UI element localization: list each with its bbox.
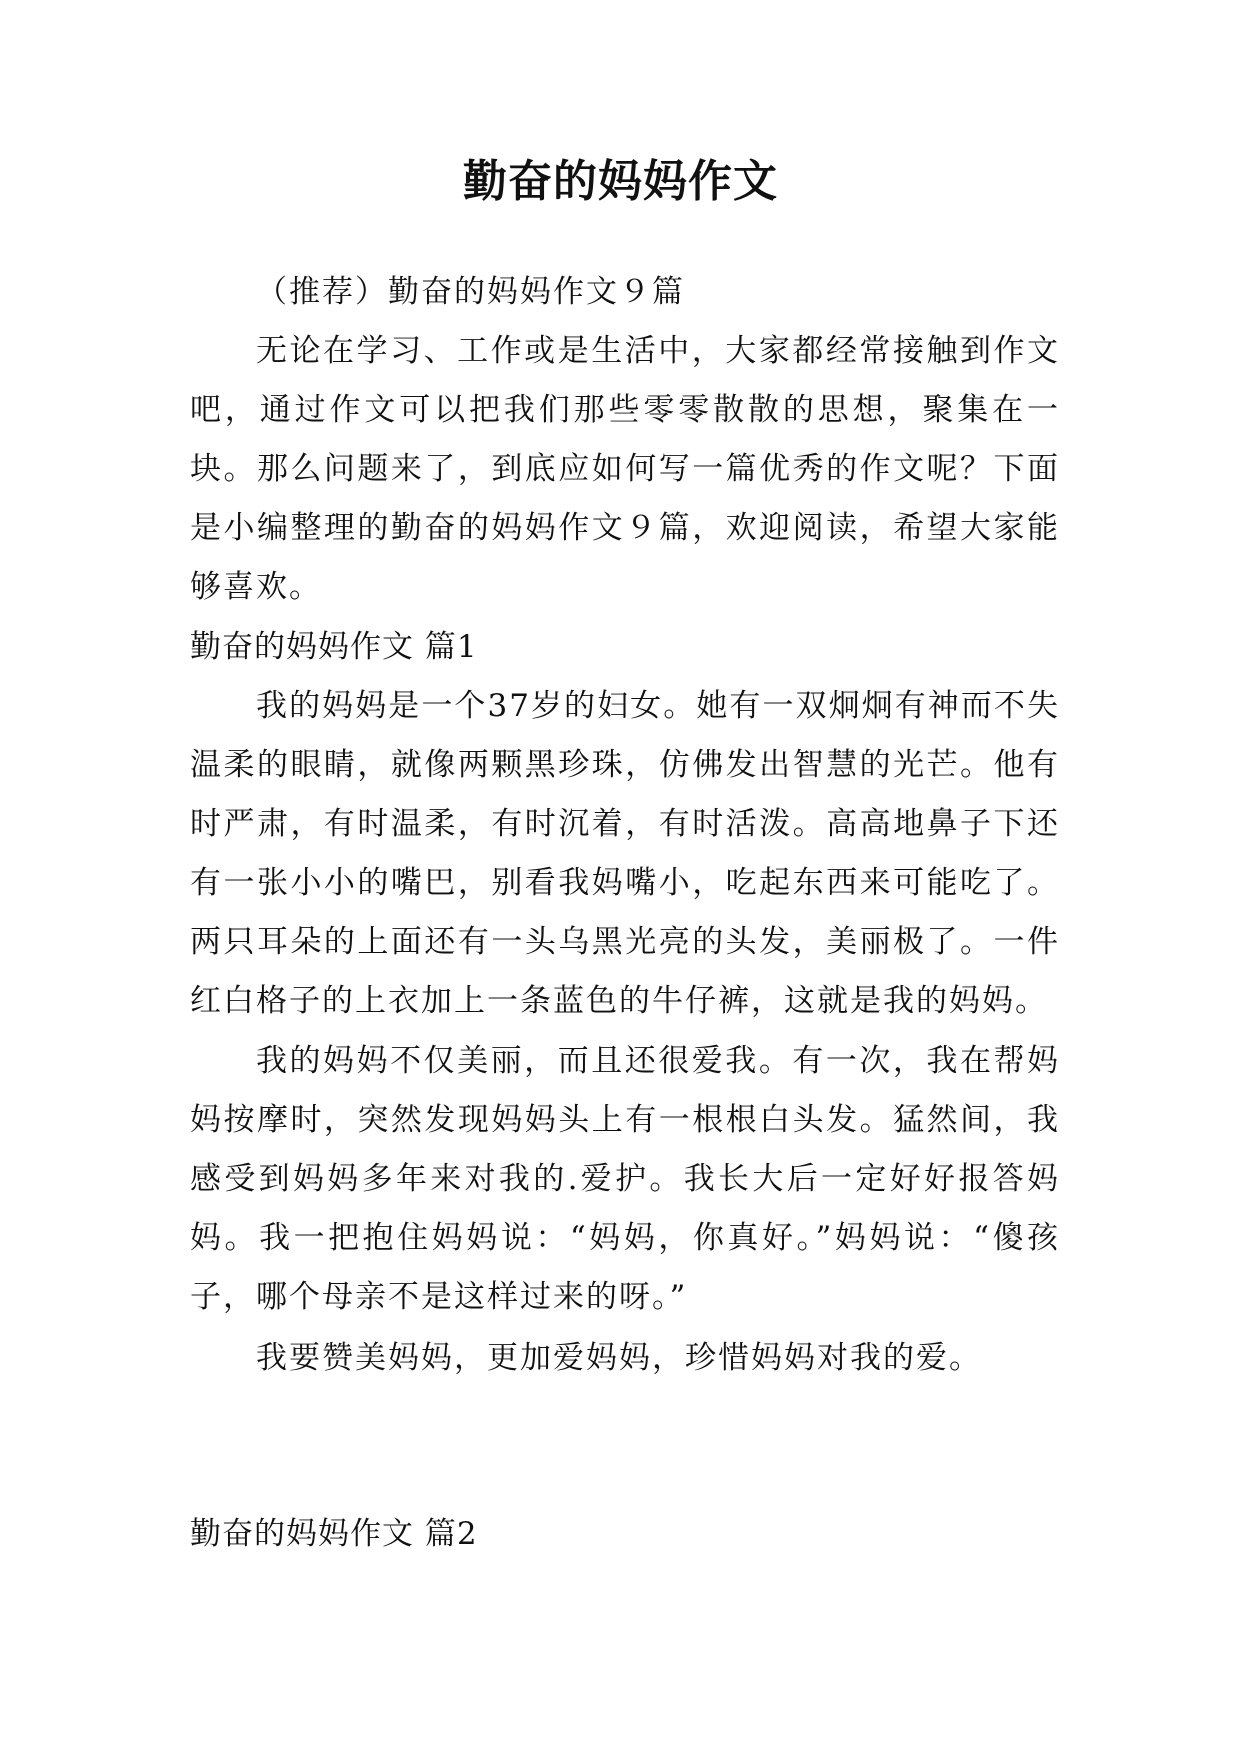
section-heading-2: 勤奋的妈妈作文 篇2 [190,1516,478,1552]
document-subtitle: （推荐）勤奋的妈妈作文９篇 [256,274,685,310]
section-1-paragraph-3: 我要赞美妈妈，更加爱妈妈，珍惜妈妈对我的爱。 [256,1340,982,1376]
document-title: 勤奋的妈妈作文 [463,156,778,207]
section-1-paragraph-1: 我的妈妈是一个37岁的妇女。她有一双炯炯有神而不失温柔的眼睛，就像两颗黑珍珠，仿佛发出智慧的光芒。他有时严肃，有时温柔，有时沉着，有时活泼。高高地鼻子下还有一张小小的嘴巴，别看我妈嘴小，吃起东西来可能吃了。两只耳朵的上面还有一头乌黑光亮的头发，美丽极了。一件红白格子的上衣加上一条蓝色的牛仔裤，这就是我的妈妈。 [190,688,1060,1019]
intro-paragraph: 无论在学习、工作或是生活中，大家都经常接触到作文吧，通过作文可以把我们那些零零散散的思想，聚集在一块。那么问题来了，到底应如何写一篇优秀的作文呢？下面是小编整理的勤奋的妈妈作文９篇，欢迎阅读，希望大家能够喜欢。 [190,333,1060,605]
section-heading-1: 勤奋的妈妈作文 篇1 [190,629,478,665]
section-1-paragraph-2: 我的妈妈不仅美丽，而且还很爱我。有一次，我在帮妈妈按摩时，突然发现妈妈头上有一根根白头发。猛然间，我感受到妈妈多年来对我的.爱护。我长大后一定好好报答妈妈。我一把抱住妈妈说：“妈妈，你真好。”妈妈说：“傻孩子，哪个母亲不是这样过来的呀。” [190,1043,1060,1315]
